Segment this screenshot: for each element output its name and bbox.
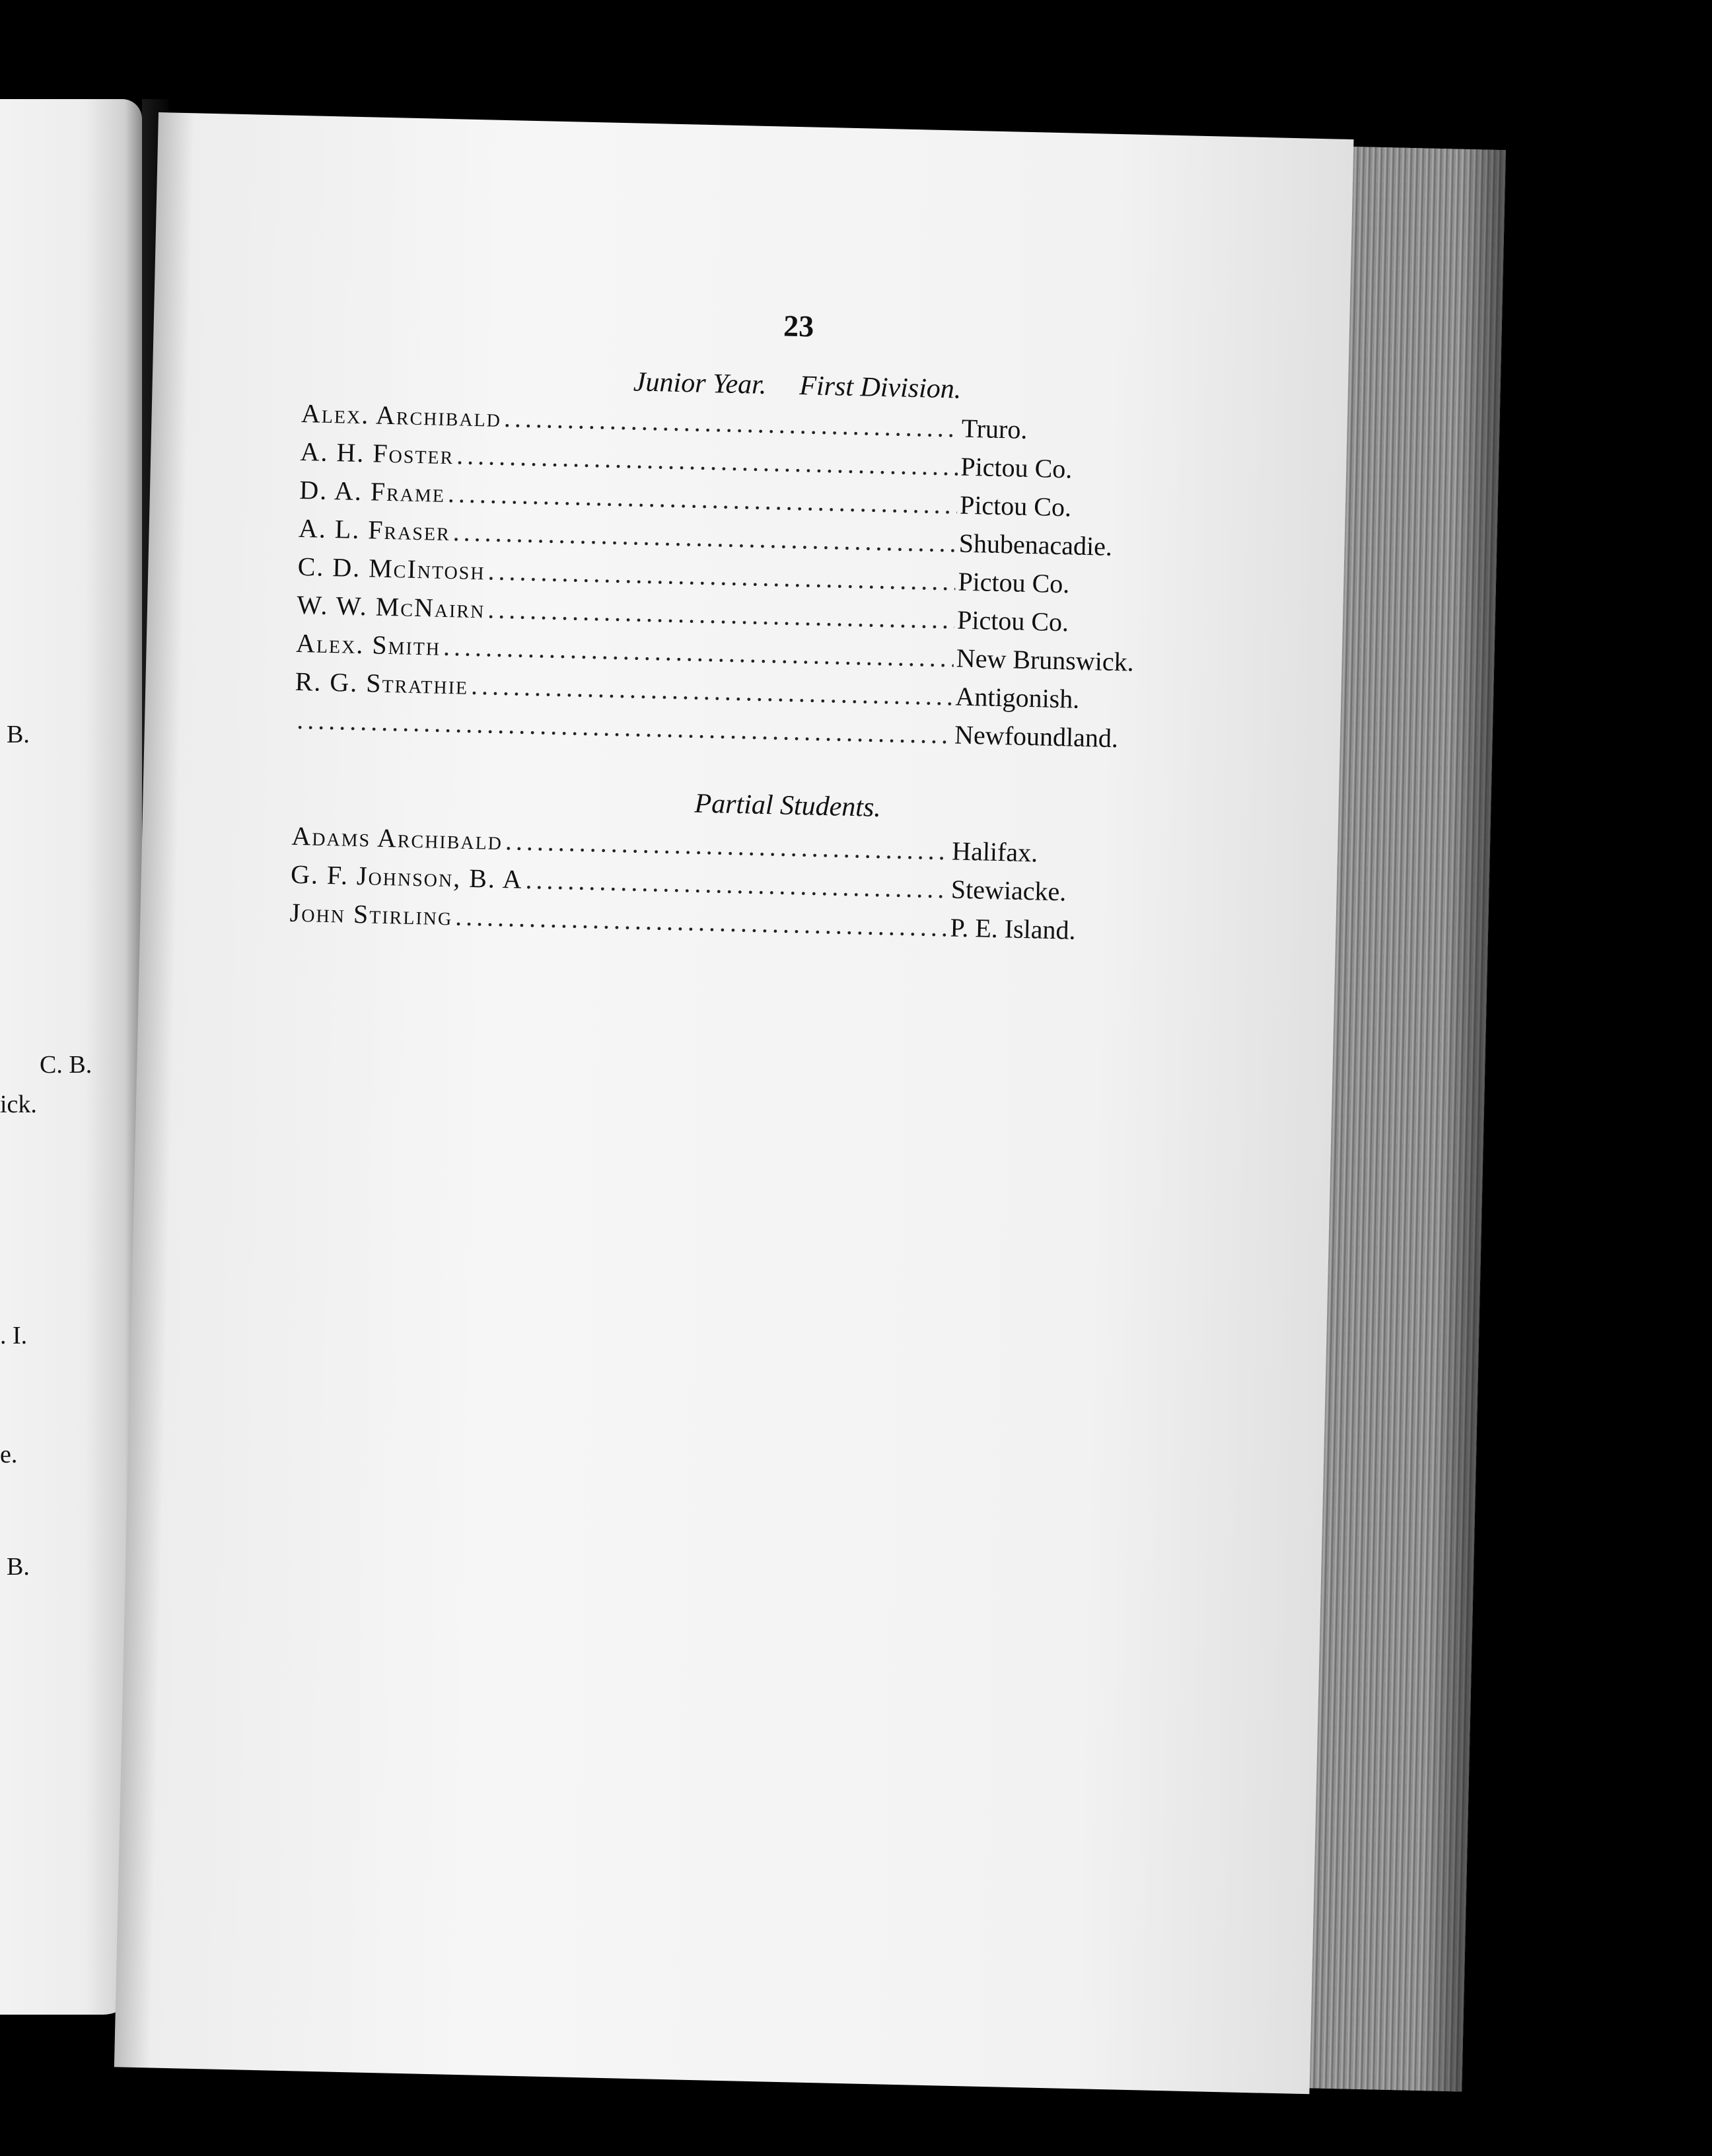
left-page-fragment: e. [0, 1441, 18, 1468]
student-place: Shubenacadie. [958, 528, 1113, 561]
student-name: A. L. Fraser [298, 513, 451, 547]
section-heading-partial-students: Partial Students. [694, 788, 882, 824]
student-name: Adams Archibald [291, 820, 503, 856]
student-place: Truro. [961, 413, 1028, 445]
student-place: Pictou Co. [957, 566, 1070, 599]
student-place: P. E. Island. [950, 912, 1077, 945]
student-name: C. D. McIntosh [297, 551, 486, 586]
page-text [289, 297, 1175, 952]
student-place: Antigonish. [955, 681, 1080, 714]
student-place: Pictou Co. [960, 451, 1073, 484]
left-page-fragment: . I. [0, 1322, 28, 1349]
student-place: Newfoundland. [954, 719, 1119, 754]
left-page-fragment: ick. [0, 1091, 37, 1118]
left-page-fragment: B. [7, 721, 30, 748]
page-number: 23 [783, 308, 814, 343]
student-name: R. G. Strathie [295, 666, 469, 700]
student-place: Pictou Co. [959, 489, 1072, 522]
student-place: New Brunswick. [956, 643, 1135, 677]
student-name: W. W. McNairn [296, 589, 485, 624]
heading-part: Junior Year. [633, 367, 767, 400]
left-page-fragment: C. B. [40, 1051, 92, 1079]
left-page-fragment: B. [7, 1553, 30, 1581]
junior-year-list [294, 394, 1174, 759]
student-name: D. A. Frame [299, 474, 446, 508]
student-place: Stewiacke. [950, 874, 1067, 907]
student-place: Halifax. [951, 836, 1038, 868]
student-name: G. F. Johnson, B. A [290, 859, 524, 894]
student-name: A. H. Foster [300, 436, 454, 470]
heading-part: First Division. [799, 371, 962, 405]
left-page [0, 99, 142, 2015]
student-name: Alex. Smith [295, 628, 441, 661]
student-place: Pictou Co. [956, 604, 1069, 637]
student-name: Alex. Archibald [301, 398, 502, 433]
partial-students-list [289, 817, 1164, 952]
student-name: John Stirling [289, 897, 453, 931]
